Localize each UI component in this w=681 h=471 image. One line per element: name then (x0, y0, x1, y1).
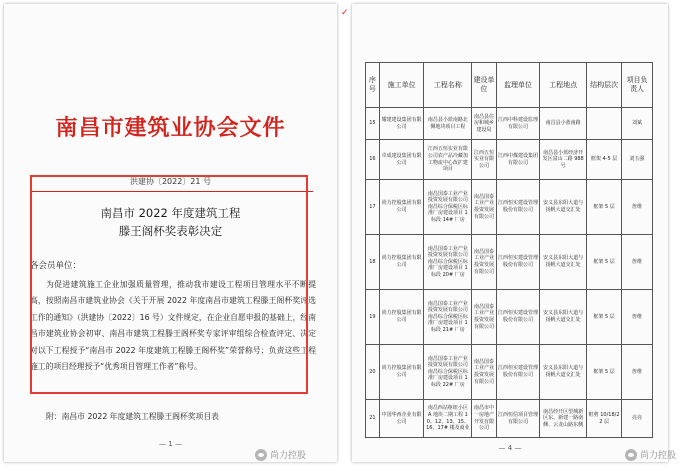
attachment-line: 附：南昌市 2022 年度建筑工程滕王阁杯奖项目表 (46, 412, 219, 421)
table-cell: 尚力控股集团有限公司 (379, 290, 424, 345)
table-cell: 南昌市中一房地产开发有限公司 (472, 400, 496, 438)
header-cell: 监理单位 (496, 63, 540, 108)
table-cell: 框架 5 层 (587, 180, 622, 235)
header-cell: 项目负责人 (622, 63, 653, 108)
table-cell: 南昌国泰工业产业投资发展有限公司 (472, 345, 496, 400)
header-cell: 建设单位 (472, 63, 496, 108)
table-cell: 江西恒实建设管理股份有限公司 (496, 180, 540, 235)
table-cell: 詹维 (622, 235, 653, 290)
table-cell: 框架 5 层 (587, 345, 622, 400)
table-cell: 南昌国泰工业产业投资发展有限公司 (472, 180, 496, 235)
document-title-line-2: 滕王阁杯奖表彰决定 (118, 224, 223, 238)
table-cell: 南昌国泰工业产业投资发展有限公司 (472, 235, 496, 290)
table-cell: 江西中科建设监理有限公司 (496, 108, 540, 140)
watermark-left (255, 448, 306, 461)
table-cell: 南昌西站枢纽小区 A 地块二期工程 10、12、13、15、16、17# 楼及商业 (424, 400, 472, 438)
red-mark: ✓ (341, 8, 349, 18)
watermark-text: 尚力控股 (270, 451, 307, 461)
table-cell: 南昌国泰工业产业投资发展有限公司 (472, 290, 496, 345)
table-cell: 南昌县小蓝南路 (540, 108, 587, 140)
document-title-line-1: 南昌市 2022 年度建筑工程 (100, 206, 241, 220)
document-page-left (4, 4, 337, 462)
table-cell: 安义县东阳大道与扬帆大道交汇处 (540, 345, 587, 400)
table-cell: 耀建建设集团有限公司 (379, 108, 424, 140)
table-cell: 框架 4-5 层 (587, 140, 622, 180)
table-cell: 詹维 (622, 290, 653, 345)
table-cell: 南昌国泰工业产业投资发展有限公司南昌综合保税区标准厂房建设项目 1 标段 20# 厂房 (424, 235, 472, 290)
document-page-right (352, 4, 668, 462)
table-cell: 刘斌 (622, 108, 653, 140)
header-cell: 施工单位 (379, 63, 424, 108)
table-cell: 框剪 10/18/22 层 (587, 400, 622, 438)
page-number-right: — 4 — (498, 444, 522, 452)
table-row (366, 290, 653, 345)
table-cell: 19 (366, 290, 380, 345)
wechat-icon (255, 449, 267, 461)
table-cell: 尚力控股集团有限公司 (379, 345, 424, 400)
table-cell: 南昌县小蓝经济开发区富山二路 988 号 (540, 140, 587, 180)
table-header-row (366, 63, 653, 108)
header-cell: 工程名称 (424, 63, 472, 108)
table-cell: 江西五恒实业有限公司 (472, 140, 496, 180)
header-cell: 结构层次 (587, 63, 622, 108)
header-cell: 序号 (366, 63, 380, 108)
table-cell (587, 108, 622, 140)
table-cell: 詹维 (622, 345, 653, 400)
table-cell: 江西恒实建设管理股份有限公司 (496, 345, 540, 400)
table-cell: 尚力控股集团有限公司 (379, 235, 424, 290)
header-divider (30, 191, 313, 192)
table-cell: 中国华西企业有限公司 (379, 400, 424, 438)
table-cell: 江西恒实建设管理股份有限公司 (496, 235, 540, 290)
table-cell: 江西中煤建设集团有限公司 (496, 140, 540, 180)
watermark-right (625, 448, 676, 461)
table-cell: 刘五强 (622, 140, 653, 180)
table-cell: 框架 5 层 (587, 290, 622, 345)
table-cell: 15 (366, 108, 380, 140)
document-body: 为促进建筑施工企业加强质量管理，推动我市建设工程项目管理水平不断提高，按照南昌市建筑业协会《关于开展 2022 年度南昌市建筑工程滕王阁杯奖评选工作的通知》（洪建协〔2022〕16 号）文件规定，在企业自愿申报的基础上，经南昌市建筑业协会初审、南昌市建筑工程滕王阁杯奖专家评审组综合检查评定、决定对以下工程授予“南昌市 2022 年度建筑工程滕王阁杯奖”荣誉称号；负责这些工程施工的项目经理授予“优秀项目管理工作者”称号。 (30, 280, 316, 372)
table-cell: 16 (366, 140, 380, 180)
table-cell: 21 (366, 400, 380, 438)
table-cell: 江西五恒实业有限公司农产品冷藏加工物流中心改扩建项目 (424, 140, 472, 180)
award-table-wrapper (365, 62, 653, 438)
table-cell: 江西恒信项目管理有限公司 (496, 400, 540, 438)
salutation: 各会员单位： (30, 261, 82, 271)
table-cell: 南昌县小蓝南路北侧地块项目工程 (424, 108, 472, 140)
table-cell: 卓成建设集团有限公司 (379, 140, 424, 180)
wechat-icon (625, 449, 637, 461)
table-row (366, 235, 653, 290)
page-number-left: — 1 — (159, 440, 182, 448)
table-cell: 南昌县住房和城乡建设局 (472, 108, 496, 140)
table-cell: 框架 5 层 (587, 235, 622, 290)
header-cell: 工程地点 (540, 63, 587, 108)
award-table (365, 62, 653, 438)
table-cell: 亮亮 (622, 400, 653, 438)
table-cell: 17 (366, 180, 380, 235)
table-row (366, 140, 653, 180)
table-cell: 尚力控股集团有限公司 (379, 180, 424, 235)
document-header-title: 南昌市建筑业协会文件 (55, 115, 286, 141)
document-number: 洪建协〔2022〕21 号 (129, 177, 212, 186)
table-cell: 安义县东阳大道与扬帆大道交汇处 (540, 180, 587, 235)
table-cell: 18 (366, 235, 380, 290)
table-row (366, 345, 653, 400)
table-cell: 南昌经开区望城新区东、新建一路南侧、云龙山路东侧 (540, 400, 587, 438)
table-row (366, 108, 653, 140)
table-row (366, 180, 653, 235)
table-cell: 安义县东阳大道与扬帆大道交汇处 (540, 235, 587, 290)
table-cell: 南昌国泰工业产业投资发展有限公司南昌综合保税区标准厂房建设项目 1 标段 14# 厂房 (424, 180, 472, 235)
table-cell: 20 (366, 345, 380, 400)
table-cell: 南昌国泰工业产业投资发展有限公司南昌综合保税区标准厂房建设项目 1 标段 21# 厂房 (424, 290, 472, 345)
table-cell: 南昌国泰工业产业投资发展有限公司南昌综合保税区标准厂房建设项目 1 标段 22# 厂房 (424, 345, 472, 400)
table-cell: 江西恒实建设管理股份有限公司 (496, 290, 540, 345)
watermark-text: 尚力控股 (640, 451, 677, 461)
table-row (366, 400, 653, 438)
table-cell: 詹维 (622, 180, 653, 235)
table-cell: 安义县东阳大道与扬帆大道交汇处 (540, 290, 587, 345)
